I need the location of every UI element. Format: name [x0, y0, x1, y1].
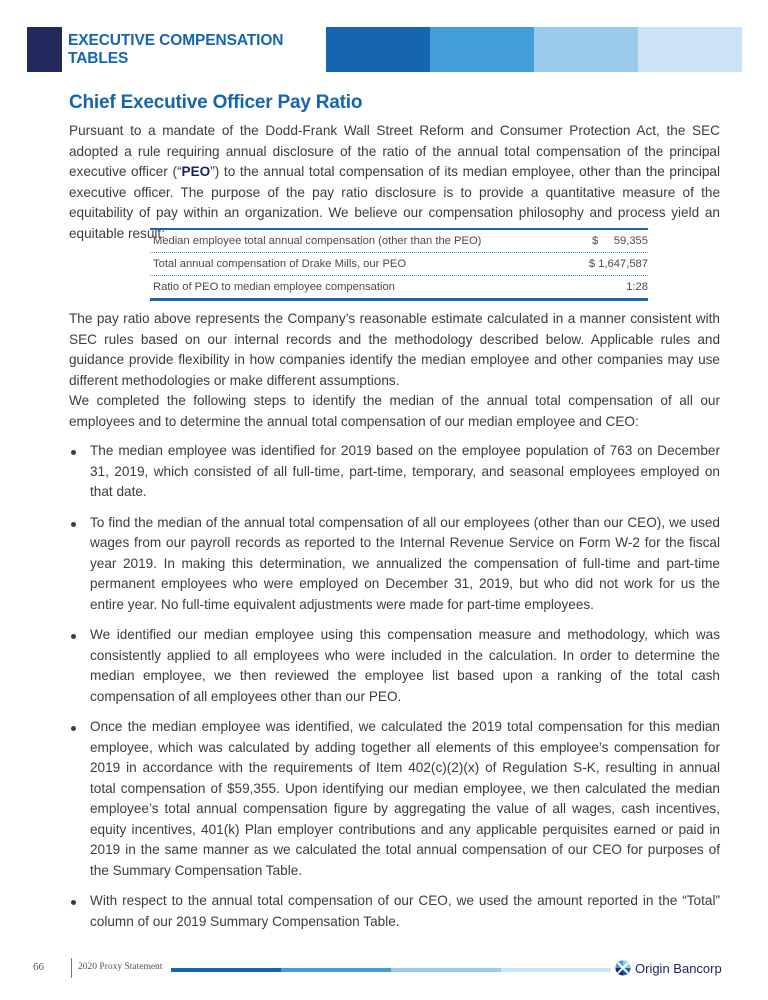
table-row [150, 229, 648, 253]
stripe-segment-3 [391, 968, 501, 972]
page-title: Chief Executive Officer Pay Ratio [69, 92, 363, 113]
list-item-text: To find the median of the annual total compensation of all our employees (other than our CEO), we used wages from our payroll records as reported to the Internal Revenue Service on Form W-2 for the fiscal year 2019. In making this determination, we annualized the compensation of full-time and part-time permanent employees who were employed on December 31, 2019, but who did not work for us the entire year. No full-time equivalent adjustments were made for part-time employees. [90, 514, 720, 612]
brand-logo [615, 960, 722, 976]
steps-intro-paragraph: We completed the following steps to identify the median of the annual total compensation of all our employees and to determine the annual total compensation of our median employee and CEO: [69, 393, 720, 429]
section-label: EXECUTIVE COMPENSATION TABLES [68, 32, 284, 67]
intro-paragraph [69, 121, 720, 244]
list-item [69, 625, 720, 707]
list-item [69, 891, 720, 932]
row-value: 1:28 [569, 276, 648, 300]
page-number: 66 [33, 961, 44, 973]
footer-color-stripe [171, 968, 611, 972]
peo-term: PEO [181, 164, 211, 179]
list-item [69, 513, 720, 616]
stripe-segment-2 [281, 968, 391, 972]
footer-divider [71, 958, 72, 978]
bullet-icon [71, 450, 76, 455]
origin-bancorp-logo-icon [615, 960, 631, 976]
bullet-icon [71, 900, 76, 905]
intro-text-2: ”) to the annual total compensation of its median employee, other than the principal executive officer. The purpose of the pay ratio disclosure is to provide a quantitative measure of the equitability of pay within an organization. We believe our compensation philosophy and process yield an equitable result: [69, 164, 721, 241]
list-item [69, 717, 720, 881]
list-item-text: We identified our median employee using this compensation measure and methodology, which was consistently applied to all employees who were included in the calculation. In order to determine the median employee, we then reviewed the employee list based upon a ranking of the total cash compensation of all employees other than our PEO. [90, 627, 720, 704]
document-title: 2020 Proxy Statement [78, 962, 163, 972]
table-row [150, 276, 648, 300]
stripe-segment-1 [326, 27, 430, 72]
stripe-segment-4 [501, 968, 611, 972]
header-color-stripe [326, 27, 742, 72]
intro-text-1: Pursuant to a mandate of the Dodd-Frank Wall Street Reform and Consumer Protection Act, the SEC adopted a rule requiring annual disclosure of the ratio of the annual total compensation of the principal executive officer (“ [69, 123, 720, 179]
table-row [150, 253, 648, 276]
stripe-segment-3 [534, 27, 638, 72]
methodology-paragraph: The pay ratio above represents the Company’s reasonable estimate calculated in a manner consistent with SEC rules based on our internal records and the methodology described below. Applicable rules and guidance provide flexibility in how companies identify the median employee and other companies may use different methodologies or make different assumptions. [69, 311, 720, 388]
list-item [69, 441, 720, 503]
stripe-segment-2 [430, 27, 534, 72]
brand-name: Origin Bancorp [635, 960, 722, 976]
header-accent-square [27, 27, 62, 72]
stripe-segment-1 [171, 968, 281, 972]
stripe-segment-4 [638, 27, 742, 72]
pay-ratio-table [150, 228, 648, 301]
row-label: Ratio of PEO to median employee compensation [150, 276, 569, 300]
bullet-icon [71, 634, 76, 639]
bullet-icon [71, 726, 76, 731]
list-item-text: With respect to the annual total compensation of our CEO, we used the amount reported in the “Total” column of our 2019 Summary Compensation Table. [90, 893, 720, 929]
list-item-text: The median employee was identified for 2019 based on the employee population of 763 on December 31, 2019, which consisted of all full-time, part-time, temporary, and seasonal employees employed on that date. [90, 443, 720, 499]
list-item-text: Once the median employee was identified, we calculated the 2019 total compensation for this median employee, which was calculated by adding together all elements of this employee’s compensation for 2019 in accordance with the requirements of Item 402(c)(2)(x) of Regulation S-K, resulting in annual total compensation of $59,355. Upon identifying our median employee, we then calculated the median employee’s total annual compensation figure by aggregating the value of all wages, cash incentives, equity incentives, 401(k) Plan employer contributions and any applicable perquisites earned or paid in 2019 in the same manner as we calculated the total annual compensation of our CEO for purposes of the Summary Compensation Table. [90, 719, 720, 878]
row-label: Total annual compensation of Drake Mills, our PEO [150, 253, 569, 276]
steps-list [69, 441, 720, 942]
row-value: $ 1,647,587 [569, 253, 648, 276]
row-value: $ 59,355 [592, 235, 648, 247]
row-label: Median employee total annual compensation (other than the PEO) [153, 235, 482, 247]
bullet-icon [71, 522, 76, 527]
